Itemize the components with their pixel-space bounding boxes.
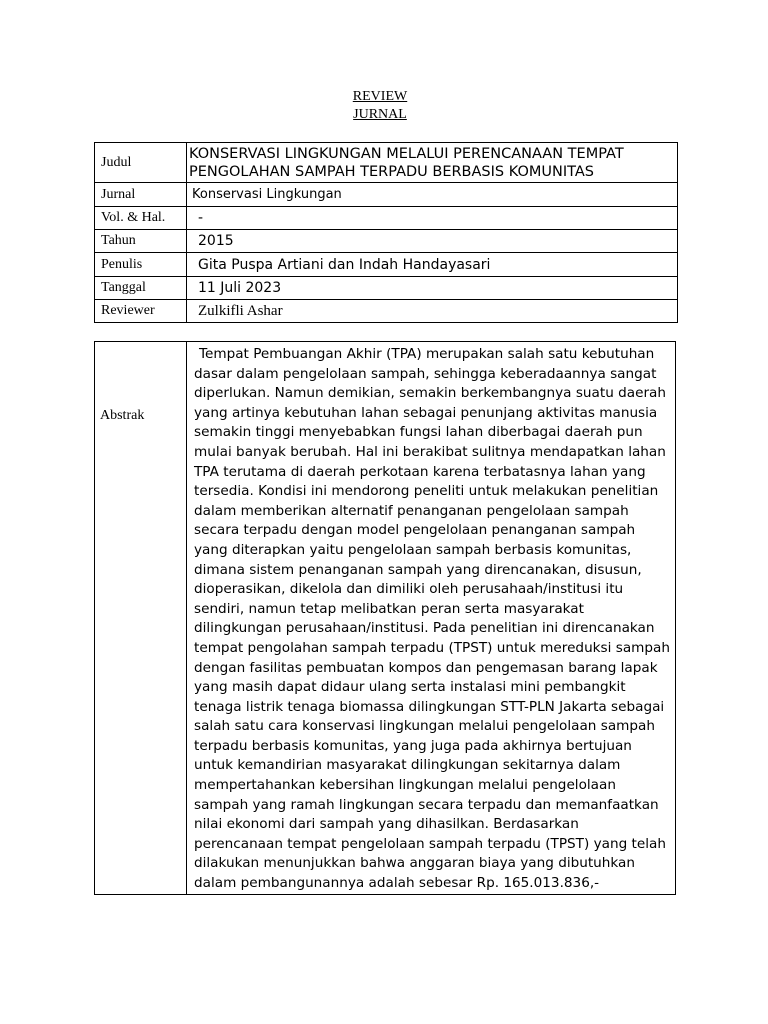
row-judul	[95, 143, 678, 183]
row-vol	[95, 207, 678, 230]
reviewer-value: Zulkifli Ashar	[187, 300, 678, 323]
judul-label: Judul	[95, 143, 187, 183]
review-heading: REVIEW	[352, 89, 408, 104]
penulis-label: Penulis	[95, 253, 187, 277]
row-jurnal	[95, 183, 678, 207]
penulis-value: Gita Puspa Artiani dan Indah Handayasari	[187, 253, 678, 277]
tahun-label: Tahun	[95, 230, 187, 253]
abstract-text: Tempat Pembuangan Akhir (TPA) merupakan salah satu kebutuhan dasar dalam pengelolaan sampah, sehingga keberadaannya sangat diperlukan. Namun demikian, semakin berkembangnya suatu daerah yang artinya kebutuhan lahan sebagai penunjang aktivitas manusia semakin tinggi menyebabkan fungsi lahan diberbagai daerah pun mulai banyak berubah. Hal ini berakibat sulitnya mendapatkan lahan TPA terutama di daerah perkotaan karena terbatasnya lahan yang tersedia. Kondisi ini mendorong peneliti untuk melakukan penelitian dalam memberikan alternatif penanganan pengelolaan sampah secara terpadu dengan model pengelolaan penanganan sampah yang diterapkan yaitu pengelolaan sampah berbasis komunitas, dimana sistem penanganan sampah yang direncanakan, disusun, dioperasikan, dikelola dan dimiliki oleh perusahaah/institusi itu sendiri, namun tetap melibatkan peran serta masyarakat dilingkungan perusahaan/institusi. Pada penelitian ini direncanakan tempat pengolahan sampah terpadu (TPST) untuk mereduksi sampah dengan fasilitas pembuatan kompos dan pengemasan barang lapak yang masih dapat didaur ulang serta instalasi mini pembangkit tenaga listrik tenaga biomassa dilingkungan STT-PLN Jakarta sebagai salah satu cara konservasi lingkungan melalui pengelolaan sampah terpadu berbasis komunitas, yang juga pada akhirnya bertujuan untuk kemandirian masyarakat dilingkungan sekitarnya dalam mempertahankan kebersihan lingkungan melalui pengelolaan sampah yang ramah lingkungan secara terpadu dan memanfaatkan nilai ekonomi dari sampah yang dihasilkan. Berdasarkan perencanaan tempat pengelolaan sampah terpadu (TPST) yang telah dilakukan menunjukkan bahwa anggaran biaya yang dibutuhkan dalam pembangunannya adalah sebesar Rp. 165.013.836,-	[187, 342, 676, 895]
abstract-table	[94, 341, 676, 895]
jurnal-heading: JURNAL	[353, 107, 407, 122]
abstract-label: Abstrak	[95, 342, 187, 895]
jurnal-label: Jurnal	[95, 183, 187, 207]
vol-value: -	[187, 207, 678, 230]
row-reviewer	[95, 300, 678, 323]
tanggal-value: 11 Juli 2023	[187, 277, 678, 300]
row-abstrak	[95, 342, 676, 895]
tanggal-label: Tanggal	[95, 277, 187, 300]
row-penulis	[95, 253, 678, 277]
reviewer-label: Reviewer	[95, 300, 187, 323]
jurnal-value: Konservasi Lingkungan	[187, 183, 678, 207]
row-tanggal	[95, 277, 678, 300]
row-tahun	[95, 230, 678, 253]
vol-label: Vol. & Hal.	[95, 207, 187, 230]
journal-info-table	[94, 142, 678, 323]
judul-value: KONSERVASI LINGKUNGAN MELALUI PERENCANAAN TEMPAT PENGOLAHAN SAMPAH TERPADU BERBASIS KOMUNITAS	[187, 143, 678, 183]
tahun-value: 2015	[187, 230, 678, 253]
